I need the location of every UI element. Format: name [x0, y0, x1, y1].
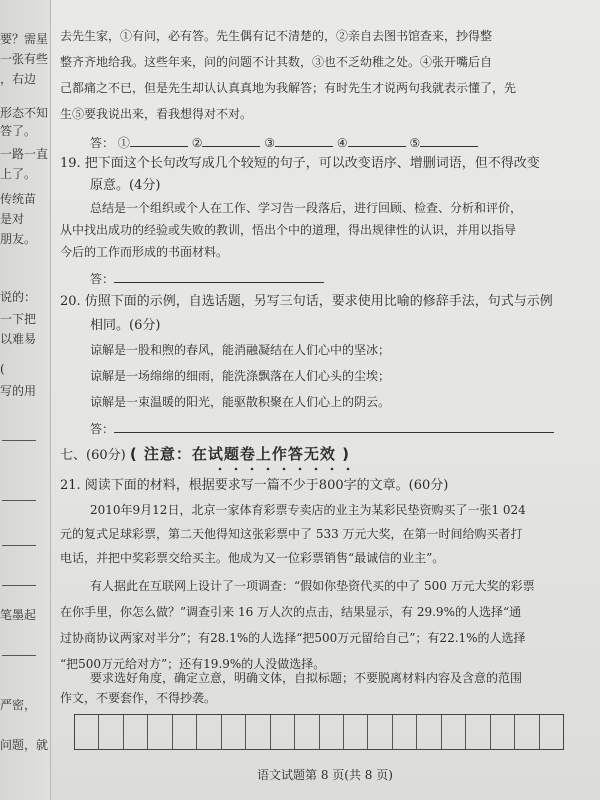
grid-cell[interactable] [442, 715, 466, 749]
q19-answer-row [90, 270, 324, 287]
emphasis-dots [210, 466, 390, 472]
left-text: 形态不知 [0, 106, 49, 120]
q18-passage-line: 己都痛之不已，但是先生却认认真真地为我解答；有时先生才说两句我就表示懂了，先 [60, 81, 517, 95]
answer-mark: ① [117, 136, 130, 150]
q19-passage-line: 总结是一个组织或个人在工作、学习告一段落后，进行回顾、检查、分析和评价， [90, 201, 523, 215]
left-text: 一张有些 [0, 52, 49, 66]
grid-cell[interactable] [99, 715, 123, 749]
page-footer: 语文试题第 8 页(共 8 页) [257, 768, 393, 782]
answer-mark: ③ [264, 136, 276, 150]
left-text: 说的： [0, 290, 37, 304]
left-text: ，右边 [0, 72, 37, 86]
grid-cell[interactable] [515, 715, 539, 749]
answer-blank[interactable] [130, 134, 188, 147]
q18-passage-line: 生⑤要我说出来，看我想得对不对。 [60, 107, 253, 121]
q20-prompt-cont: 相同。(6分) [90, 318, 161, 333]
grid-cell[interactable] [417, 715, 441, 749]
grid-cell[interactable] [148, 715, 172, 749]
left-text: 一下把 [0, 312, 37, 326]
q21-material-line: 元的复式足球彩票，第二天他得知这张彩票中了 533 万元大奖，在第一时间给购买者打 [60, 527, 523, 541]
q21-material-line: 2010年9月12日，北京一家体育彩票专卖店的业主为某彩民垫资购买了一张1 024 [90, 503, 526, 517]
left-text: 一路一直 [0, 147, 49, 161]
q21-material-line: 在你手里，你怎么做？”调查引来 16 万人次的点击，结果显示，有 29.9%的人选择“通 [60, 605, 522, 619]
left-text: 写的用 [0, 384, 37, 398]
question-area [60, 0, 590, 800]
q18-passage-line: 去先生家，①有问，必有答。先生偶有记不清楚的，②亲自去图书馆查来，抄得整 [60, 29, 493, 43]
q20-example: 谅解是一束温暖的阳光，能驱散积聚在人们心上的阴云。 [90, 395, 391, 409]
grid-cell[interactable] [222, 715, 246, 749]
grid-cell[interactable] [246, 715, 270, 749]
left-text: 问题，就 [0, 738, 49, 752]
q19-prompt: 19. 把下面这个长句改写成几个较短的句子，可以改变语序、增删词语，但不得改变 [60, 156, 540, 171]
left-text: 以难易 [0, 332, 37, 346]
answer-mark: ② [191, 136, 203, 150]
answer-line [2, 440, 36, 441]
grid-cell[interactable] [393, 715, 417, 749]
section-7-label: 七、(60分) [60, 448, 126, 463]
left-text: 是对 [0, 212, 25, 226]
left-text: 笔墨起 [0, 608, 37, 622]
q21-requirement-line: 作文，不要套作，不得抄袭。 [60, 691, 217, 705]
q21-material-line: 有人据此在互联网上设计了一项调查：“假如你垫资代买的中了 500 万元大奖的彩票 [90, 579, 535, 593]
q20-answer-row [90, 420, 554, 437]
grid-cell[interactable] [271, 715, 295, 749]
answer-blank[interactable] [275, 134, 333, 147]
answer-blank[interactable] [420, 134, 478, 147]
q19-passage-line: 今后的工作而形成的书面材料。 [60, 245, 229, 259]
section-7-heading [60, 446, 350, 464]
answer-label: 答： [90, 136, 115, 150]
left-text: 答了。 [0, 124, 37, 138]
answer-mark: ⑤ [409, 136, 421, 150]
answer-label: 答： [90, 272, 115, 286]
grid-cell[interactable] [75, 715, 99, 749]
left-text: ( [0, 362, 5, 376]
grid-cell[interactable] [466, 715, 490, 749]
answer-line [2, 585, 36, 586]
grid-cell[interactable] [124, 715, 148, 749]
q20-answer-line[interactable] [114, 420, 554, 433]
grid-cell[interactable] [368, 715, 392, 749]
left-text: 上了。 [0, 167, 37, 181]
grid-cell[interactable] [320, 715, 344, 749]
left-text: 严密， [0, 698, 37, 712]
q21-prompt: 21. 阅读下面的材料，根据要求写一篇不少于800字的文章。(60分) [60, 478, 449, 493]
q18-passage-line: 整齐齐地给我。这些年来，问的问题不计其数，③也不乏幼稚之处。④张开嘴后自 [60, 55, 493, 69]
answer-blank[interactable] [348, 134, 406, 147]
q19-answer-line[interactable] [114, 270, 324, 283]
grid-cell[interactable] [197, 715, 221, 749]
grid-cell[interactable] [295, 715, 319, 749]
answer-line [2, 545, 36, 546]
q21-requirement-line: 要求选好角度，确定立意，明确文体，自拟标题；不要脱离材料内容及含意的范围 [90, 671, 523, 685]
grid-cell[interactable] [344, 715, 368, 749]
answer-label: 答： [90, 422, 115, 436]
q21-material-line: “把500万元给对方”；还有19.9%的人没做选择。 [60, 657, 326, 671]
answer-line [2, 655, 36, 656]
answer-mark: ④ [336, 136, 348, 150]
q20-example: 谅解是一场绵绵的细雨，能洗涤飘落在人们心头的尘埃； [90, 369, 391, 383]
answer-blank[interactable] [202, 134, 260, 147]
q18-answer-row [90, 134, 478, 151]
q20-example: 谅解是一股和煦的春风，能消融凝结在人们心中的坚冰； [90, 343, 391, 357]
left-text: 朋友。 [0, 232, 37, 246]
left-text: 要？需星 [0, 32, 49, 46]
answer-line [2, 500, 36, 501]
q20-prompt: 20. 仿照下面的示例，自选话题，另写三句话，要求使用比喻的修辞手法，句式与示例 [60, 294, 553, 309]
left-text: 传统苗 [0, 192, 37, 206]
notice-text: ( 注意：在试题卷上作答无效 ) [129, 445, 350, 463]
composition-grid[interactable] [74, 714, 564, 750]
grid-cell[interactable] [540, 715, 563, 749]
q19-passage-line: 从中找出成功的经验或失败的教训，悟出个中的道理，得出规律性的认识，并用以指导 [60, 223, 517, 237]
q21-material-line: 电话，并把中奖彩票交给买主。他成为又一位彩票销售“最诚信的业主”。 [60, 551, 445, 565]
grid-cell[interactable] [491, 715, 515, 749]
grid-cell[interactable] [173, 715, 197, 749]
q21-material-line: 过协商协议两家对半分”；有28.1%的人选择“把500万元留给自己”；有22.1%的人选择 [60, 631, 526, 645]
previous-page-strip [0, 0, 51, 800]
q19-prompt-cont: 原意。(4分) [90, 178, 161, 193]
